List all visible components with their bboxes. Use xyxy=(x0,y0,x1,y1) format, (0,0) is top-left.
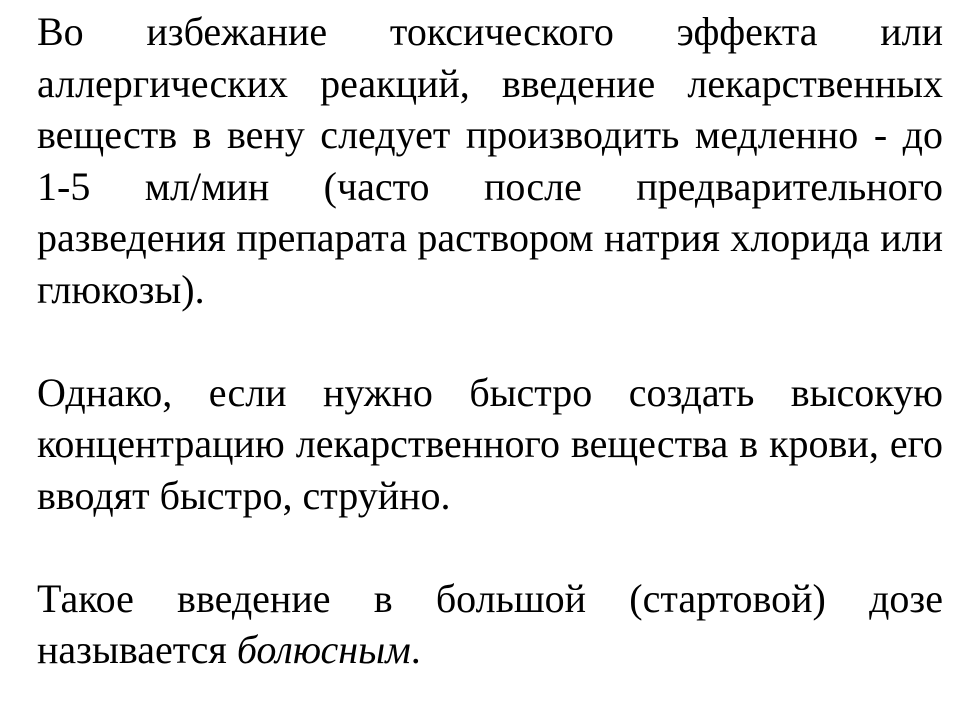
paragraph-rapid-administration: Однако, если нужно быстро создать высокую концентрацию лекарственного вещества в крови, его вводят быстро, струйно. xyxy=(37,369,943,518)
slide-text-body xyxy=(37,6,943,676)
paragraph-intravenous-slow-administration: Во избежание токсического эффекта или аллергических реакций, введение лекарственных веществ в вену следует производить медленно - до 1-5 мл/мин (часто после предварительного разведения препарата раствором натрия хлорида или глюкозы). xyxy=(37,9,943,312)
paragraph-bolus-definition xyxy=(37,573,943,676)
bolus-definition-end: . xyxy=(410,627,421,672)
paragraph-spacer xyxy=(37,315,943,367)
paragraph-spacer xyxy=(37,521,943,573)
bolus-definition-text: Такое введение в большой (стартовой) дозе называется xyxy=(37,575,943,672)
bolus-term: болюсным xyxy=(236,627,411,672)
